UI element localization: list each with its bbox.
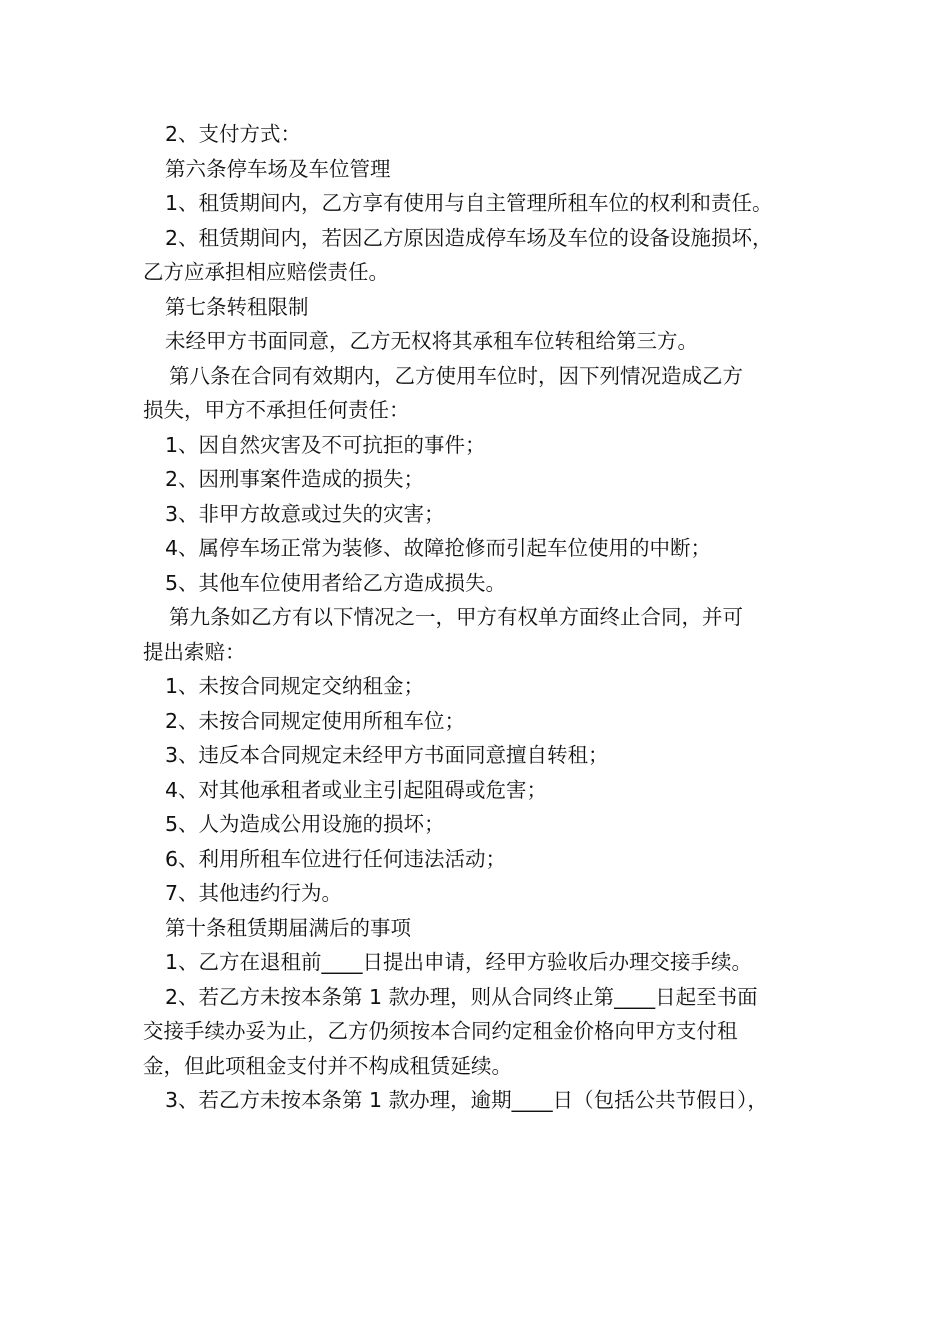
text-line: 5、人为造成公用设施的损坏；	[165, 812, 445, 836]
text-line: 6、利用所租车位进行任何违法活动；	[165, 846, 507, 871]
section-heading: 第八条在合同有效期内，乙方使用车位时，因下列情况造成乙方	[169, 363, 743, 388]
text-line: 2、若乙方未按本条第 1 款办理，则从合同终止第____日起至书面	[165, 984, 758, 1009]
text-line: 3、非甲方故意或过失的灾害；	[165, 501, 445, 526]
document-body	[143, 117, 833, 1118]
text-line: 未经甲方书面同意，乙方无权将其承租车位转租给第三方。	[165, 329, 698, 353]
text-line: 乙方应承担相应赔偿责任。	[143, 260, 389, 284]
text-line: 2、因刑事案件造成的损失；	[165, 467, 425, 491]
text-line: 交接手续办妥为止，乙方仍须按本合同约定租金价格向甲方支付租	[143, 1019, 738, 1043]
text-line: 5、其他车位使用者给乙方造成损失。	[165, 570, 507, 595]
section-heading: 第十条租赁期届满后的事项	[165, 915, 411, 940]
text-line: 7、其他违约行为。	[165, 881, 343, 905]
section-heading: 第六条停车场及车位管理	[165, 156, 391, 181]
text-line: 1、租赁期间内，乙方享有使用与自主管理所租车位的权利和责任。	[165, 191, 773, 215]
text-line: 3、违反本合同规定未经甲方书面同意擅自转租；	[165, 743, 609, 767]
text-line: 2、未按合同规定使用所租车位；	[165, 708, 466, 733]
section-heading: 第七条转租限制	[165, 294, 309, 319]
text-line: 1、未按合同规定交纳租金；	[165, 674, 425, 698]
text-line: 金，但此项租金支付并不构成租赁延续。	[143, 1053, 512, 1078]
text-line: 2、支付方式：	[165, 122, 302, 146]
text-line: 3、若乙方未按本条第 1 款办理，逾期____日（包括公共节假日），	[165, 1088, 768, 1112]
text-line: 2、租赁期间内，若因乙方原因造成停车场及车位的设备设施损坏，	[165, 225, 773, 250]
text-line: 损失，甲方不承担任何责任：	[143, 398, 410, 422]
text-line: 4、对其他承租者或业主引起阻碍或危害；	[165, 777, 548, 802]
text-line: 1、因自然灾害及不可抗拒的事件；	[165, 432, 486, 457]
section-heading: 第九条如乙方有以下情况之一，甲方有权单方面终止合同，并可	[169, 605, 743, 629]
text-line: 4、属停车场正常为装修、故障抢修而引起车位使用的中断；	[165, 536, 712, 560]
text-line: 1、乙方在退租前____日提出申请，经甲方验收后办理交接手续。	[165, 950, 753, 974]
text-line: 提出索赔：	[143, 639, 246, 664]
